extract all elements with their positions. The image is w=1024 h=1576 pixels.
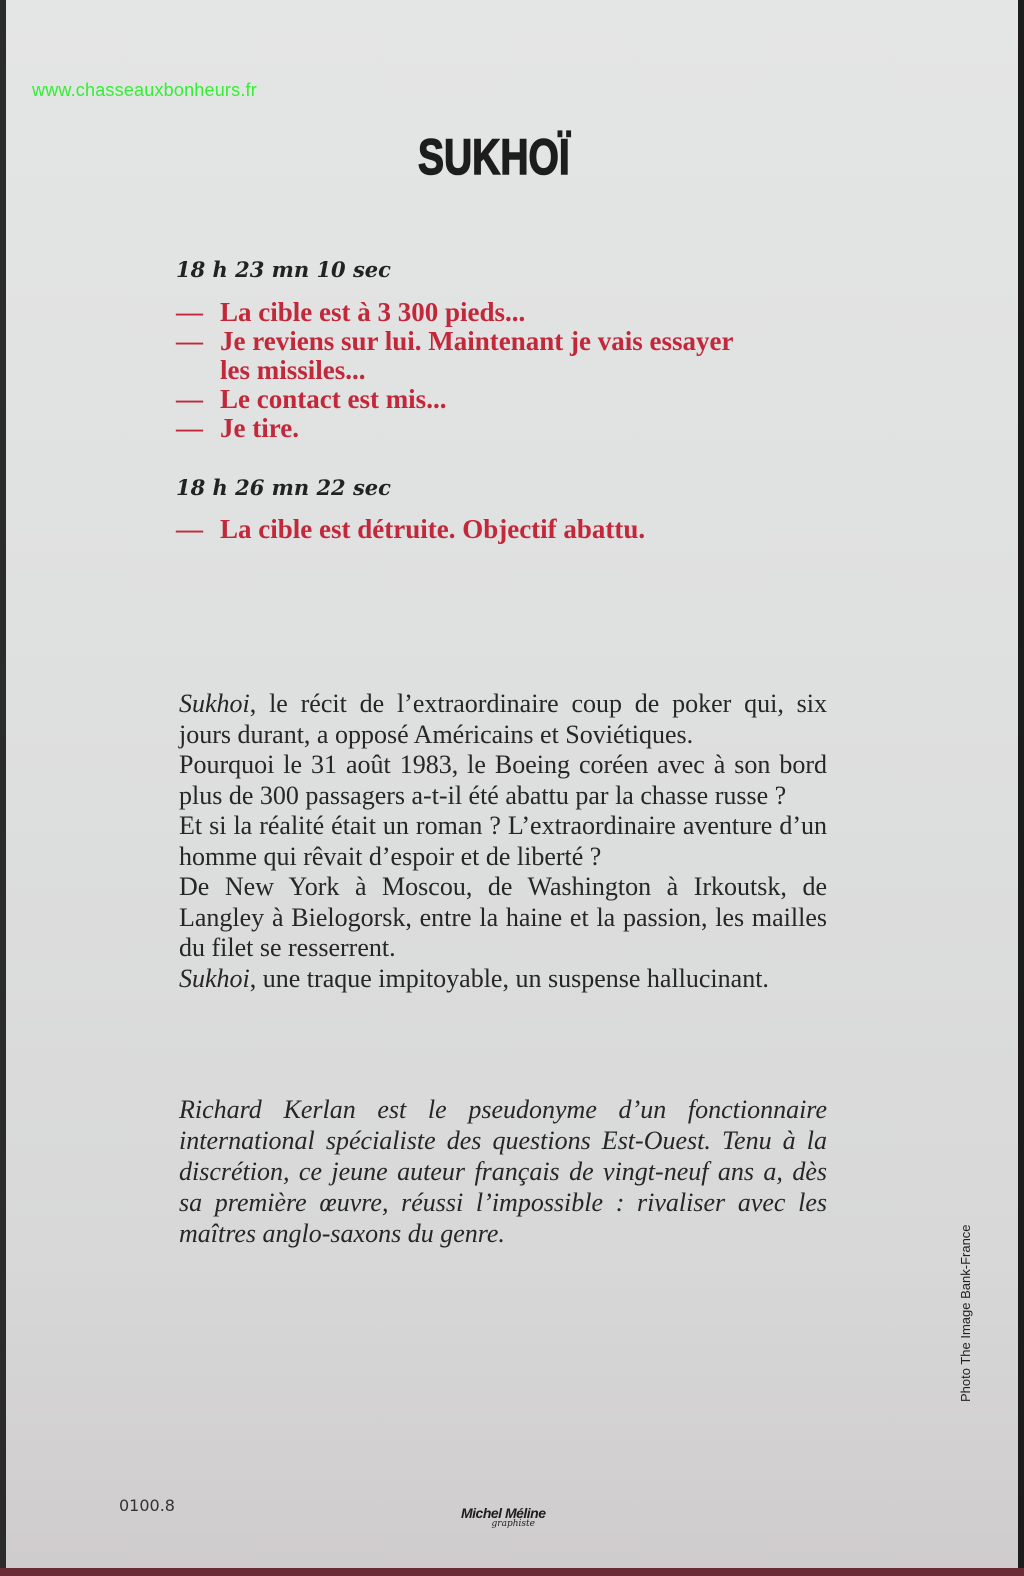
blurb-paragraph: Et si la réalité était un roman ? L’extraordinaire aventure d’un homme qui rêvait d’espoir et de liberté ? bbox=[179, 811, 827, 871]
dialogue-line bbox=[176, 515, 645, 544]
dialogue-text: Je reviens sur lui. Maintenant je vais essayer bbox=[220, 326, 734, 356]
dash: — bbox=[176, 384, 203, 414]
publisher-subtitle: graphiste bbox=[491, 1519, 535, 1529]
scene2-dialogue bbox=[176, 515, 645, 544]
blurb-paragraph bbox=[179, 689, 827, 750]
scene2-timestamp: 18 h 26 mn 22 sec bbox=[176, 475, 391, 500]
watermark-url: www.chasseauxbonheurs.fr bbox=[32, 80, 257, 100]
blurb-paragraph bbox=[179, 964, 827, 995]
blurb-title-ref: Sukhoi bbox=[179, 963, 250, 993]
blurb-text: , une traque impitoyable, un suspense hallucinant. bbox=[249, 963, 769, 993]
dash: — bbox=[176, 326, 203, 356]
blurb bbox=[179, 689, 827, 994]
photo-credit: Photo The Image Bank-France bbox=[958, 1224, 973, 1402]
blurb-paragraph: Pourquoi le 31 août 1983, le Boeing coréen avec à son bord plus de 300 passagers a-t-il été abattu par la chasse russe ? bbox=[179, 750, 827, 810]
book-title: SUKHOÏ bbox=[418, 129, 570, 185]
publisher-logo bbox=[461, 1505, 546, 1529]
dialogue-line bbox=[176, 298, 733, 327]
blurb-text: , le récit de l’extraordinaire coup de poker qui, six jours durant, a opposé Américains et Soviétiques. bbox=[179, 689, 827, 749]
cover-bottom-edge bbox=[0, 1568, 1024, 1576]
dash: — bbox=[176, 514, 203, 544]
dialogue-text: La cible est détruite. Objectif abattu. bbox=[220, 514, 646, 544]
dash: — bbox=[176, 297, 203, 327]
blurb-paragraph: De New York à Moscou, de Washington à Irkoutsk, de Langley à Bielogorsk, entre la haine et la passion, les mailles du filet se resserrent. bbox=[179, 872, 827, 962]
dialogue-line bbox=[176, 385, 733, 414]
dash: — bbox=[176, 413, 203, 443]
blurb-title-ref: Sukhoi bbox=[179, 689, 250, 718]
dialogue-text: La cible est à 3 300 pieds... bbox=[220, 297, 526, 327]
author-bio: Richard Kerlan est le pseudonyme d’un fonctionnaire international spécialiste des questions Est-Ouest. Tenu à la discrétion, ce jeune auteur français de vingt-neuf ans a, dès sa première œuvre, réussi l’impossible : rivaliser avec les maîtres anglo-saxons du genre. bbox=[179, 1095, 827, 1248]
catalog-code: 0100.8 bbox=[119, 1496, 175, 1515]
dialogue-text: Je tire. bbox=[220, 413, 299, 443]
publisher-name: Michel Méline bbox=[461, 1505, 546, 1521]
scene1-dialogue bbox=[176, 298, 733, 443]
dialogue-text: Le contact est mis... bbox=[220, 384, 447, 414]
dialogue-line bbox=[176, 327, 733, 385]
cover-right-edge bbox=[1018, 0, 1024, 1576]
dialogue-text-continuation: les missiles... bbox=[220, 355, 366, 385]
dialogue-line bbox=[176, 414, 733, 443]
book-back-cover bbox=[6, 0, 1018, 1568]
scene1-timestamp: 18 h 23 mn 10 sec bbox=[176, 257, 391, 282]
